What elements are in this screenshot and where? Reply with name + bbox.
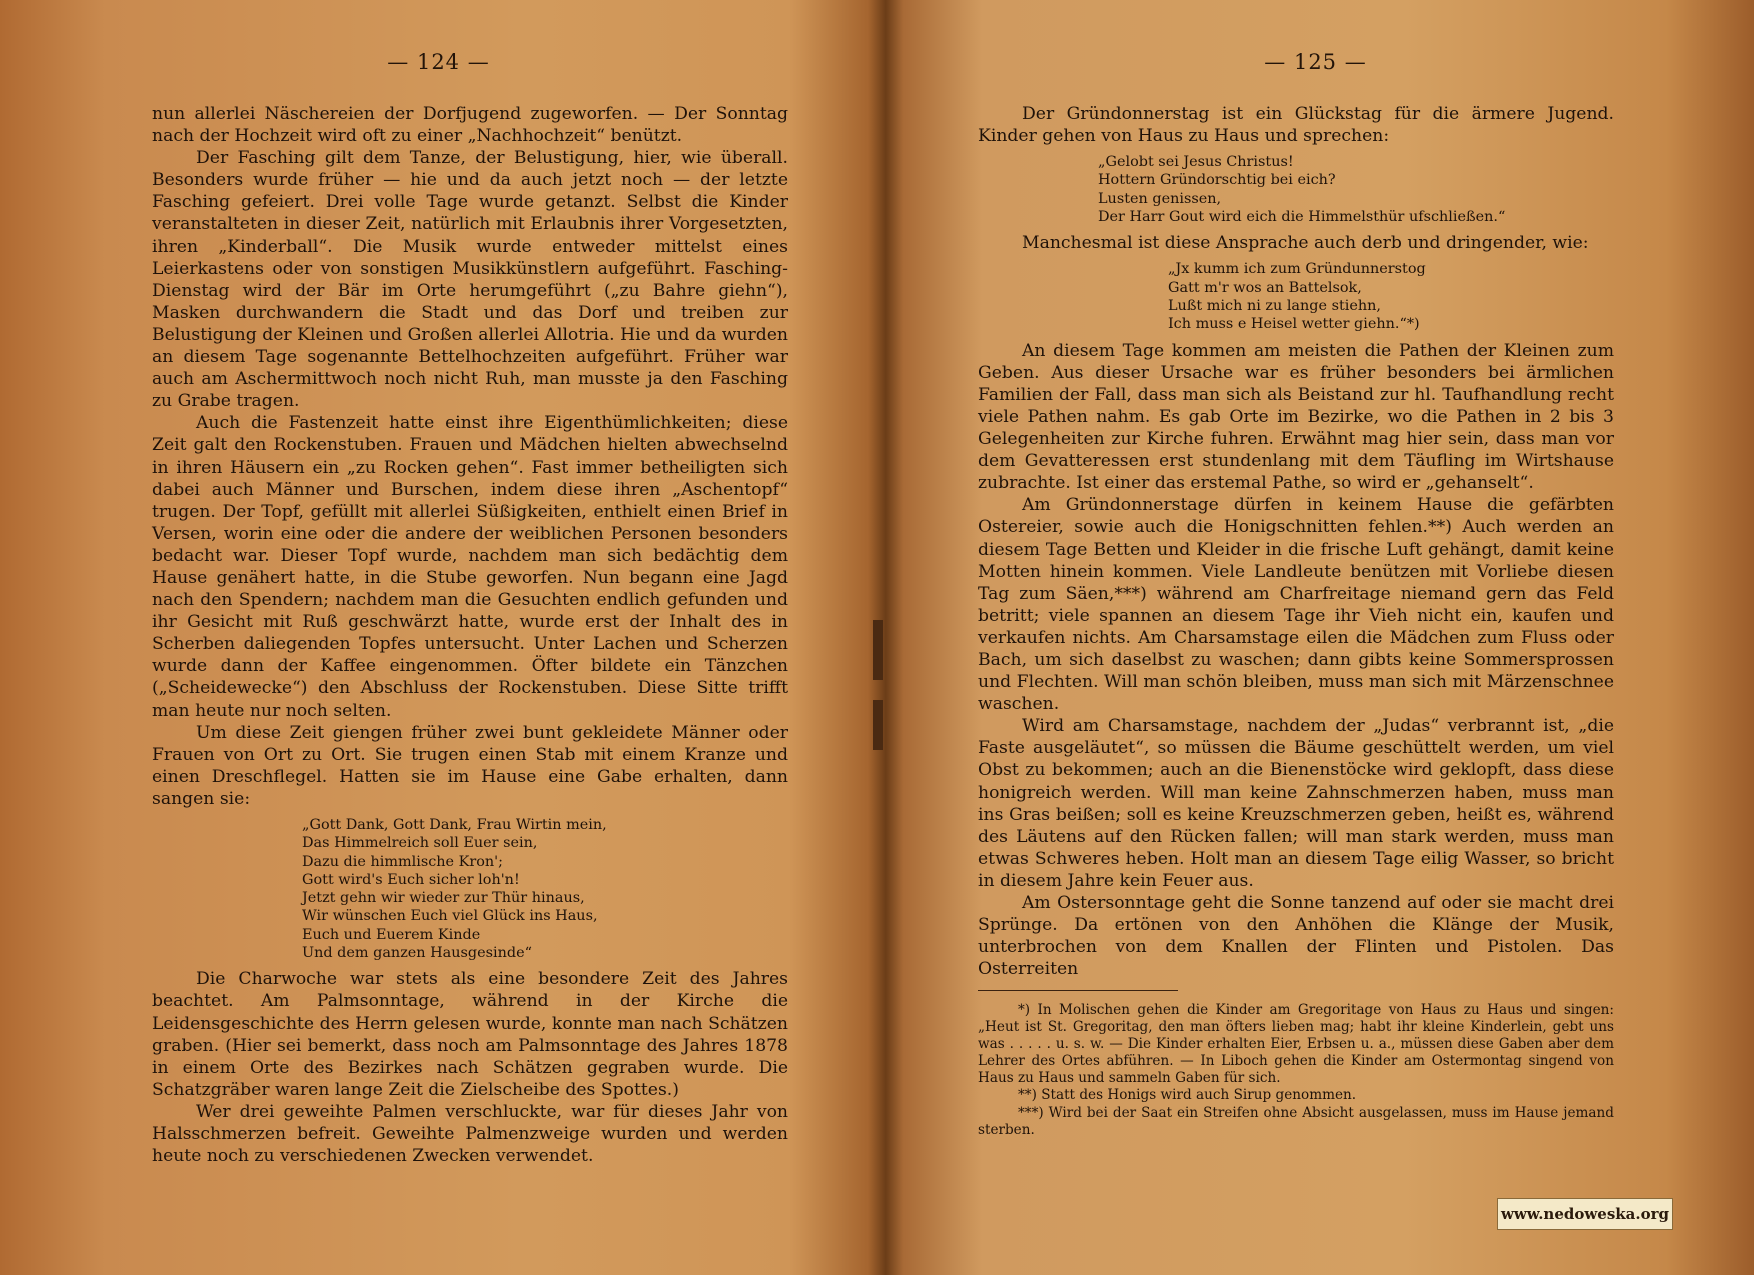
verse-line: Euch und Euerem Kinde [302,926,481,943]
watermark-stamp: www.nedoweska.org [1497,1198,1673,1230]
verse-line: Ich muss e Heisel wetter giehn.“*) [1168,316,1420,333]
verse-line: „Gott Dank, Gott Dank, Frau Wirtin mein, [302,817,607,833]
verse-line: Wir wünschen Euch viel Glück ins Haus, [302,908,598,925]
footnote-rule [978,990,1178,991]
page-number: — 125 — [1264,50,1367,74]
verse-line: Gott wird's Euch sicher loh'n! [302,871,520,888]
page-body [152,103,788,1167]
footnote: **) Statt des Honigs wird auch Sirup genommen. [1018,1087,1357,1104]
footnote: *) In Molischen gehen die Kinder am Gregoritage von Haus zu Haus und singen: „Heut ist St. Gregoritag, den man öfters lieben mag; habt ihr kleine Kinderlein, gebt uns was . . . . . u. s. w. — Die Kinder erhalten Eier, Erbsen u. a., müssen diese Gaben aber dem Lehrer des Ortes abführen. — In Liboch gehen die Kinder am Ostermontag singend von Haus zu Haus und sammeln Gaben für sich. [978,1002,1614,1087]
verse-block [978,260,1614,333]
verse-line: Der Harr Gout wird eich die Himmelsthür ufschließen.“ [1098,209,1506,226]
paragraph: Manchesmal ist diese Ansprache auch derb und dringender, wie: [1022,233,1589,254]
verse-line: Hottern Gründorschtig bei eich? [1098,172,1336,189]
paragraph: Am Ostersonntage geht die Sonne tanzend auf oder sie macht drei Sprünge. Da ertönen von den Anhöhen die Klänge der Musik, unterbrochen von dem Knallen der Flinten und Pistolen. Das Osterreiten [978,893,1614,980]
paragraph: Der Fasching gilt dem Tanze, der Belustigung, hier, wie überall. Besonders wurde früher — hie und da auch jetzt noch — der letzte Fasching gefeiert. Drei volle Tage wurde getanzt. Selbst die Kinder veranstalteten in dieser Zeit, natürlich mit Erlaubnis ihrer Vorgesetzten, ihren „Kinderball“. Die Musik wurde entweder mittelst eines Leierkastens oder von sonstigen Musikkünstlern aufgeführt. Fasching-Dienstag wird der Bär im Orte herumgeführt („zu Bahre giehn“), Masken durchwandern die Stadt und das Dorf und treiben zur Belustigung der Kleinen und Großen allerlei Allotria. Hie und da wurden an diesem Tage sogenannte Bettelhochzeiten aufgeführt. Früher war auch am Aschermittwoch noch nicht Ruh, man musste ja den Fasching zu Grabe tragen. [152,148,788,412]
verse-line: Und dem ganzen Hausgesinde“ [302,945,532,962]
verse-line: Jetzt gehn wir wieder zur Thür hinaus, [302,890,585,907]
footnote: ***) Wird bei der Saat ein Streifen ohne Absicht ausgelassen, muss im Hause jemand sterben. [978,1104,1614,1138]
paragraph: An diesem Tage kommen am meisten die Pathen der Kleinen zum Geben. Aus dieser Ursache war es früher besonders bei ärmlichen Familien der Fall, dass man sich als Beistand zur hl. Taufhandlung recht viele Pathen nahm. Es gab Orte im Bezirke, wo die Pathen in 2 bis 3 Gelegenheiten zur Kirche fuhren. Erwähnt mag hier sein, dass man vor dem Gevatteressen erst stundenlang mit dem Täufling im Wirtshause zubrachte. Ist einer das erstemal Pathe, so wird er „gehanselt“. [978,340,1614,494]
footnotes [978,1002,1614,1139]
paragraph: Am Gründonnerstage dürfen in keinem Hause die gefärbten Ostereier, sowie auch die Honigschnitten fehlen.**) Auch werden an diesem Tage Betten und Kleider in die frische Luft gehängt, damit keine Motten hinein kommen. Viele Landleute benützen mit Vorliebe diesen Tag zum Säen,***) während am Charfreitage niemand gern das Feld betritt; viele spannen an diesem Tage ihr Vieh nicht ein, kaufen und verkaufen nichts. Am Charsamstage eilen die Mädchen zum Fluss oder Bach, um sich daselbst zu waschen; dann gibts keine Sommersprossen und Flechten. Will man schön bleiben, muss man sich mit Märzenschnee waschen. [978,495,1614,715]
verse-line: „Jx kumm ich zum Gründunnerstog [1168,261,1426,278]
paragraph: nun allerlei Näschereien der Dorfjugend zugeworfen. — Der Sonntag nach der Hochzeit wird oft zu einer „Nachhochzeit“ benützt. [152,104,788,147]
verse-line: Lußt mich ni zu lange stiehn, [1168,298,1381,315]
paragraph: Wird am Charsamstage, nachdem der „Judas“ verbrannt ist, „die Faste ausgeläutet“, so müssen die Bäume geschüttelt werden, um viel Obst zu bekommen; auch an die Bienenstöcke wird geklopft, dass diese honigreich werden. Will man keine Zahnschmerzen haben, muss man ins Gras beißen; soll es keine Kreuzschmerzen geben, heißt es, während des Läutens auf den Rücken fallen; will man stark werden, muss man etwas Schweres heben. Holt man an diesem Tage eilig Wasser, so bricht in diesem Jahre kein Feuer aus. [978,716,1614,891]
verse-block [152,816,788,962]
paragraph: Auch die Fastenzeit hatte einst ihre Eigenthümlichkeiten; diese Zeit galt den Rockenstuben. Frauen und Mädchen hielten abwechselnd in ihren Häusern ein „zu Rocken gehen“. Fast immer betheiligten sich dabei auch Männer und Burschen, indem diese ihren „Aschentopf“ trugen. Der Topf, gefüllt mit allerlei Süßigkeiten, enthielt einen Brief in Versen, worin eine oder die andere der weiblichen Personen besonders bedacht war. Dieser Topf wurde, nachdem man sich bedächtig dem Hause genähert hatte, in die Stube geworfen. Nun begann eine Jagd nach den Spendern; nachdem man die Gesuchten endlich gefunden und ihr Gesicht mit Ruß geschwärzt hatte, wurde erst der Inhalt des in Scherben daliegenden Topfes untersucht. Unter Lachen und Scherzen wurde dann der Kaffee eingenommen. Öfter bildete ein Tänzchen („Scheidewecke“) den Abschluss der Rockenstuben. Diese Sitte trifft man heute nur noch selten. [152,413,788,721]
verse-line: Dazu die himmlische Kron'; [302,853,503,870]
verse-block [978,153,1614,226]
page-number: — 124 — [387,50,490,74]
paragraph: Der Gründonnerstag ist ein Glückstag für die ärmere Jugend. Kinder gehen von Haus zu Haus und sprechen: [978,104,1614,147]
verse-line: Das Himmelreich soll Euer sein, [302,835,538,852]
page-body [978,103,1614,980]
verse-line: Gatt m'r wos an Battelsok, [1168,279,1362,296]
paragraph: Die Charwoche war stets als eine besondere Zeit des Jahres beachtet. Am Palmsonntage, während in der Kirche die Leidensgeschichte des Herrn gelesen wurde, konnte man nach Schätzen graben. (Hier sei bemerkt, dass noch am Palmsonntage des Jahres 1878 in einem Orte des Bezirkes nach Schätzen gegraben wurde. Die Schatzgräber waren lange Zeit die Zielscheibe des Spottes.) [152,969,788,1100]
paragraph: Wer drei geweihte Palmen verschluckte, war für dieses Jahr von Halsschmerzen befreit. Geweihte Palmenzweige wurden und werden heute noch zu verschiedenen Zwecken verwendet. [152,1101,788,1167]
paragraph: Um diese Zeit giengen früher zwei bunt gekleidete Männer oder Frauen von Ort zu Ort. Sie trugen einen Stab mit einem Kranze und einen Dreschflegel. Hatten sie im Hause eine Gabe erhalten, dann sangen sie: [152,722,788,809]
verse-line: Lusten genissen, [1098,190,1222,207]
verse-line: „Gelobt sei Jesus Christus! [1098,154,1294,171]
